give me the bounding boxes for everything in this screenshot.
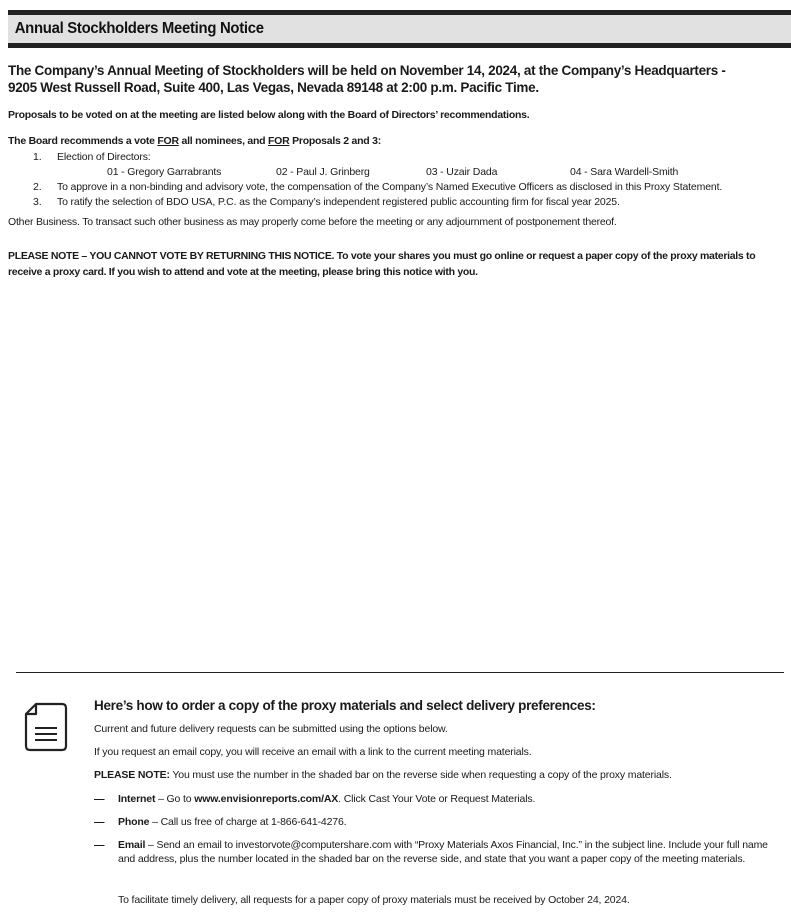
section-divider [16, 672, 784, 673]
order-title: Here’s how to order a copy of the proxy materials and select delivery preferences: [94, 698, 596, 713]
order-note-label: PLEASE NOTE: [94, 769, 170, 781]
phone-text: – Call us free of charge at 1-866-641-4276. [149, 816, 347, 828]
dash: — [94, 839, 105, 851]
page-title: Annual Stockholders Meeting Notice [14, 20, 264, 37]
rec-for-2: FOR [268, 135, 290, 147]
order-materials-section [94, 697, 784, 907]
internet-label: Internet [118, 793, 156, 805]
order-line-1: Current and future delivery requests can be submitted using the options below. [94, 723, 448, 735]
internet-link[interactable]: www.envisionreports.com/AX [194, 793, 339, 805]
order-note-text: You must use the number in the shaded bar on the reverse side when requesting a copy of the proxy materials. [169, 769, 672, 781]
proposal-number: 2. [33, 181, 42, 193]
nominee: 03 - Uzair Dada [426, 166, 498, 178]
proposal-text: To approve in a non-binding and advisory vote, the compensation of the Company’s Named Executive Officers as disclosed in this Proxy Statement. [57, 181, 723, 193]
document-icon [24, 702, 68, 752]
nominee: 01 - Gregory Garrabrants [107, 166, 222, 178]
email-text: – Send an email to investorvote@computershare.com with “Proxy Materials Axos Financial, Inc.” in the subject line. Include your full name and address, plus the number located in the shaded bar on the reverse side, and state that you want a paper copy of the meeting materials. [118, 839, 768, 865]
internet-suffix: . Click Cast Your Vote or Request Materials. [338, 793, 536, 805]
proposal-item [0, 195, 791, 210]
nominee: 04 - Sara Wardell-Smith [570, 166, 679, 178]
proposals-intro: Proposals to be voted on at the meeting are listed below along with the Board of Directors’ recommendations. [8, 109, 530, 121]
proposal-text: Election of Directors: [57, 151, 151, 163]
order-note [94, 764, 784, 787]
rec-middle: all nominees, and [178, 135, 269, 147]
proposal-number: 3. [33, 196, 42, 208]
other-business: Other Business. To transact such other business as may properly come before the meeting or any adjournment of postponement thereof. [8, 216, 617, 228]
option-phone [94, 815, 784, 838]
please-note-warning: PLEASE NOTE – YOU CANNOT VOTE BY RETURNING THIS NOTICE. To vote your shares you must go online or request a paper copy of the proxy materials to receive a proxy card. If you wish to attend and vote at the meeting, please bring this notice with you. [8, 250, 756, 278]
dash: — [94, 793, 105, 805]
email-label: Email [118, 839, 146, 851]
meeting-line-1: The Company’s Annual Meeting of Stockholders will be held on November 14, 2024, at the Company’s Headquarters - [8, 63, 726, 78]
request-deadline: To facilitate timely delivery, all requests for a paper copy of proxy materials must be received by October 24, 2024. [118, 894, 630, 906]
proposal-item [0, 150, 791, 165]
rec-prefix: The Board recommends a vote [8, 135, 158, 147]
option-internet [94, 792, 784, 815]
internet-prefix: – Go to [155, 793, 195, 805]
proposal-item [0, 180, 791, 195]
rec-for-1: FOR [157, 135, 179, 147]
meeting-announcement [8, 62, 768, 96]
proposal-text: To ratify the selection of BDO USA, P.C. as the Company’s independent registered public accounting firm for fiscal year 2025. [57, 196, 620, 208]
board-recommendation [8, 135, 381, 147]
proposal-number: 1. [33, 151, 42, 163]
meeting-line-2: 9205 West Russell Road, Suite 400, Las Vegas, Nevada 89148 at 2:00 p.m. Pacific Time. [8, 80, 539, 95]
nominee: 02 - Paul J. Grinberg [276, 166, 370, 178]
rec-suffix: Proposals 2 and 3: [289, 135, 381, 147]
dash: — [94, 816, 105, 828]
phone-label: Phone [118, 816, 150, 828]
option-email [94, 838, 784, 893]
order-line-2: If you request an email copy, you will receive an email with a link to the current meeting materials. [94, 746, 532, 758]
nominee-list [0, 165, 791, 180]
title-bar [8, 15, 791, 48]
proposal-list [0, 150, 791, 210]
